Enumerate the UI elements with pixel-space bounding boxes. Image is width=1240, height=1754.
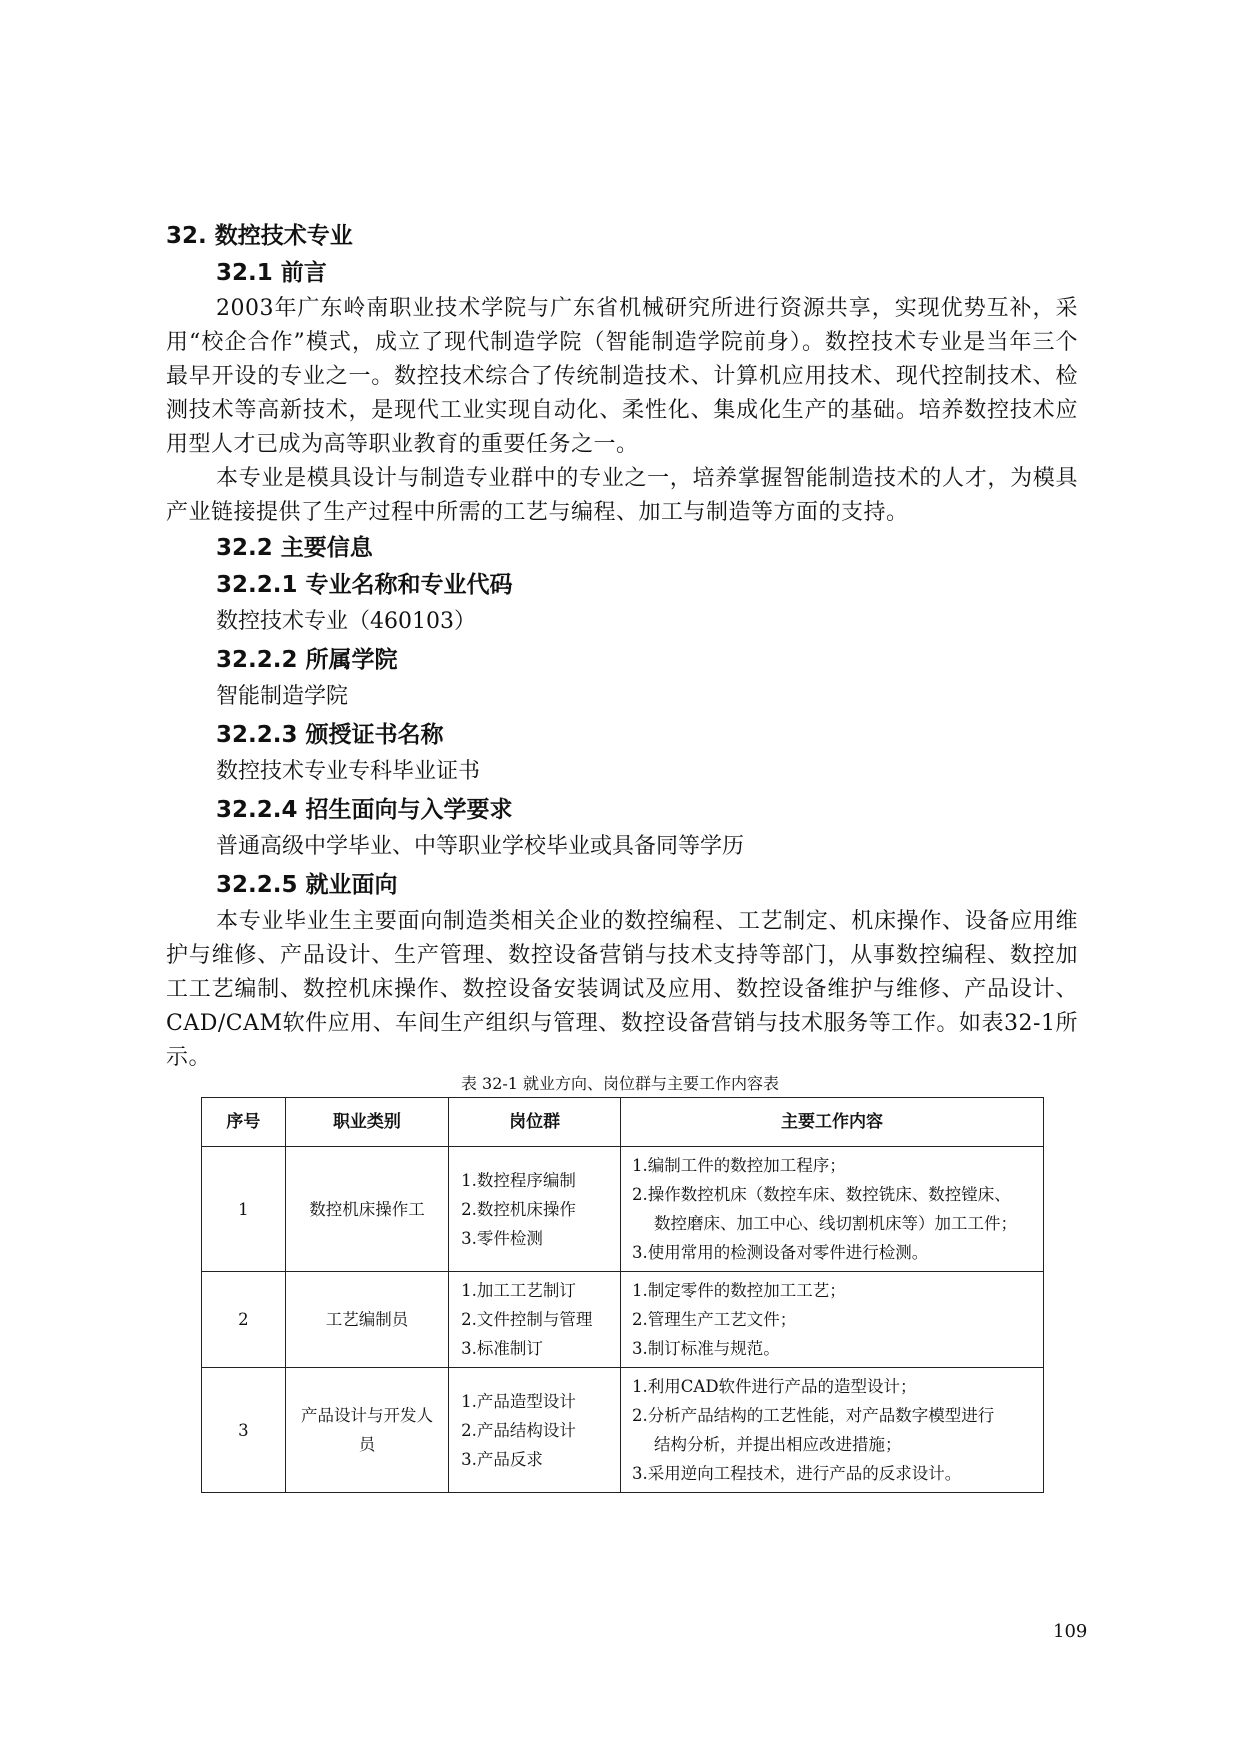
row-no: 3	[202, 1368, 286, 1493]
duty-item: 3.使用常用的检测设备对零件进行检测。	[632, 1243, 929, 1262]
row-positions	[449, 1272, 621, 1368]
table-row	[202, 1147, 1044, 1272]
certificate-heading: 32.2.3 颁授证书名称	[216, 722, 444, 748]
page-number: 109	[1053, 1621, 1088, 1642]
major-code-text: 数控技术专业（460103）	[216, 609, 476, 634]
duty-item: 2.操作数控机床（数控车床、数控铣床、数控镗床、	[632, 1185, 1011, 1204]
header-duties: 主要工作内容	[621, 1098, 1044, 1147]
preface-paragraph-1: 2003年广东岭南职业技术学院与广东省机械研究所进行资源共享，实现优势互补，采用“校企合作”模式，成立了现代制造学院（智能制造学院前身）。数控技术专业是当年三个最早开设的专业之一。数控技术综合了传统制造技术、计算机应用技术、现代控制技术、检测技术等高新技术，是现代工业实现自动化、柔性化、集成化生产的基础。培养数控技术应用型人才已成为高等职业教育的重要任务之一。	[166, 296, 1078, 457]
college-heading: 32.2.2 所属学院	[216, 647, 398, 673]
admission-text: 普通高级中学毕业、中等职业学校毕业或具备同等学历	[216, 834, 745, 859]
preface-paragraph-2: 本专业是模具设计与制造专业群中的专业之一，培养掌握智能制造技术的人才，为模具产业链接提供了生产过程中所需的工艺与编程、加工与制造等方面的支持。	[166, 466, 1078, 525]
duty-item: 1.编制工件的数控加工程序；	[632, 1156, 846, 1175]
preface-heading: 32.1 前言	[216, 260, 327, 286]
duty-item: 结构分析，并提出相应改进措施；	[654, 1435, 902, 1454]
duty-item: 数控磨床、加工中心、线切割机床等）加工工件；	[654, 1214, 1018, 1233]
employment-paragraph: 本专业毕业生主要面向制造类相关企业的数控编程、工艺制定、机床操作、设备应用维护与维修、产品设计、生产管理、数控设备营销与技术支持等部门，从事数控编程、数控加工工艺编制、数控机床操作、数控设备安装调试及应用、数控设备维护与维修、产品设计、CAD/CAM软件应用、车间生产组织与管理、数控设备营销与技术服务等工作。如表32-1所示。	[166, 909, 1078, 1070]
position-item: 3.标准制订	[461, 1339, 543, 1358]
row-duties	[621, 1147, 1044, 1272]
admission-heading: 32.2.4 招生面向与入学要求	[216, 797, 513, 823]
header-positions: 岗位群	[449, 1098, 621, 1147]
section-title: 32. 数控技术专业	[166, 223, 353, 249]
employment-heading: 32.2.5 就业面向	[216, 872, 398, 898]
row-category: 产品设计与开发人员	[285, 1368, 448, 1493]
college-text: 智能制造学院	[216, 684, 349, 709]
row-no: 1	[202, 1147, 286, 1272]
position-item: 2.文件控制与管理	[461, 1310, 593, 1329]
position-item: 1.数控程序编制	[461, 1170, 576, 1190]
position-item: 1.加工工艺制订	[461, 1281, 576, 1300]
row-category: 工艺编制员	[285, 1272, 448, 1368]
row-duties	[621, 1272, 1044, 1368]
duty-item: 2.分析产品结构的工艺性能，对产品数字模型进行	[632, 1406, 995, 1425]
row-no: 2	[202, 1272, 286, 1368]
header-no: 序号	[202, 1098, 286, 1147]
table-header-row	[202, 1098, 1044, 1147]
employment-table	[201, 1097, 1044, 1493]
duty-item: 3.制订标准与规范。	[632, 1339, 780, 1358]
major-code-heading: 32.2.1 专业名称和专业代码	[216, 572, 513, 598]
position-item: 3.产品反求	[461, 1449, 543, 1469]
position-item: 1.产品造型设计	[461, 1391, 576, 1411]
table-row	[202, 1272, 1044, 1368]
certificate-text: 数控技术专业专科毕业证书	[216, 759, 481, 784]
table-caption: 表 32-1 就业方向、岗位群与主要工作内容表	[460, 1074, 780, 1093]
info-heading: 32.2 主要信息	[216, 535, 373, 561]
duty-item: 3.采用逆向工程技术，进行产品的反求设计。	[632, 1464, 962, 1483]
row-duties	[621, 1368, 1044, 1493]
duty-item: 1.制定零件的数控加工工艺；	[632, 1281, 846, 1300]
row-category: 数控机床操作工	[285, 1147, 448, 1272]
duty-item: 2.管理生产工艺文件；	[632, 1310, 797, 1329]
row-positions	[449, 1147, 621, 1272]
position-item: 3.零件检测	[461, 1228, 543, 1248]
position-item: 2.数控机床操作	[461, 1199, 576, 1219]
position-item: 2.产品结构设计	[461, 1420, 576, 1440]
row-positions	[449, 1368, 621, 1493]
table-row	[202, 1368, 1044, 1493]
duty-item: 1.利用CAD软件进行产品的造型设计；	[632, 1377, 917, 1396]
header-category: 职业类别	[285, 1098, 448, 1147]
